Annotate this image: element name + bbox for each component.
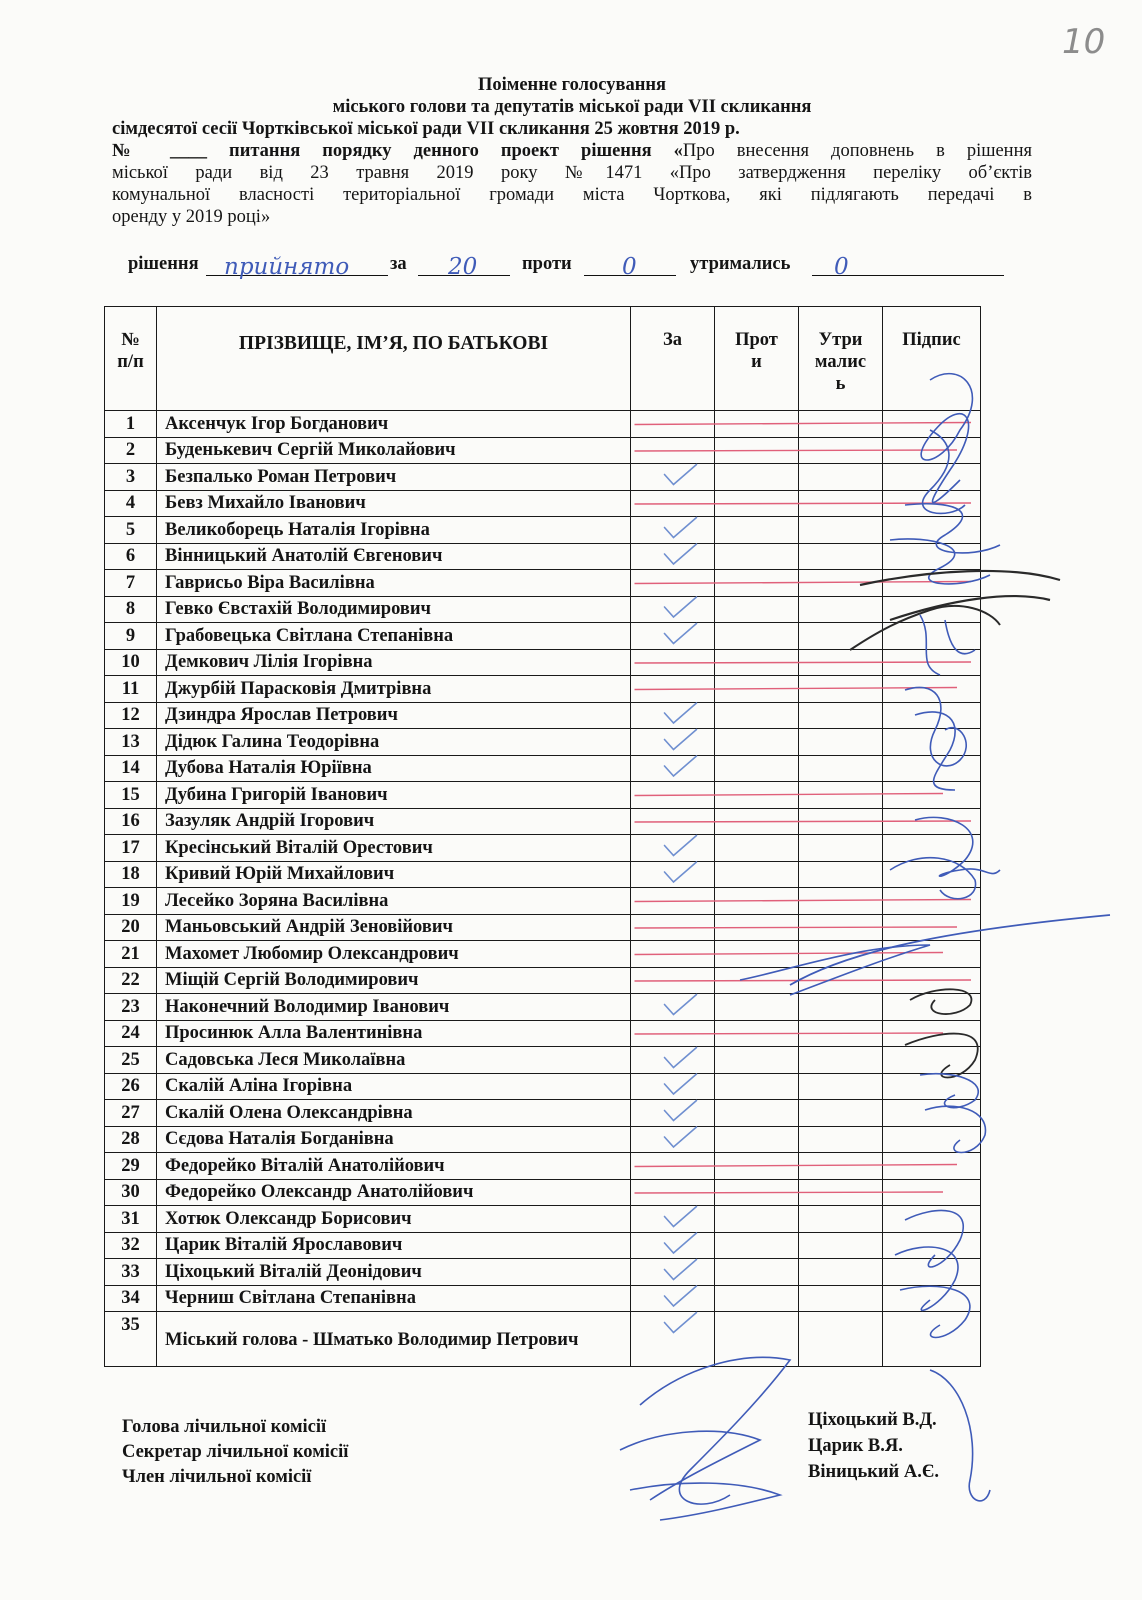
row-abstained-cell (799, 543, 883, 570)
row-signature-cell (883, 649, 981, 676)
row-number: 17 (105, 835, 157, 862)
row-abstained-cell (799, 411, 883, 438)
row-for-cell (631, 888, 715, 915)
row-abstained-cell (799, 702, 883, 729)
row-against-cell (715, 702, 799, 729)
row-against-cell (715, 729, 799, 756)
row-abstained-cell (799, 1206, 883, 1233)
row-against-cell (715, 888, 799, 915)
row-abstained-cell (799, 490, 883, 517)
row-signature-cell (883, 1206, 981, 1233)
abstained-value: 0 (834, 254, 849, 280)
row-signature-cell (883, 676, 981, 703)
row-for-cell (631, 411, 715, 438)
row-name: Джурбій Парасковія Дмитрівна (157, 676, 631, 703)
row-signature-cell (883, 1259, 981, 1286)
table-row (105, 1020, 981, 1047)
commission-name-member: Віницький А.Є. (808, 1462, 939, 1482)
row-against-cell (715, 1206, 799, 1233)
row-abstained-cell (799, 1153, 883, 1180)
row-name: Федорейко Олександр Анатолійович (157, 1179, 631, 1206)
row-number: 6 (105, 543, 157, 570)
row-abstained-cell (799, 967, 883, 994)
row-signature-cell (883, 967, 981, 994)
row-number: 34 (105, 1285, 157, 1312)
table-row (105, 835, 981, 862)
table-row (105, 1126, 981, 1153)
roll-call-table (104, 306, 981, 1367)
table-row (105, 755, 981, 782)
row-signature-cell (883, 888, 981, 915)
row-against-cell (715, 1285, 799, 1312)
row-against-cell (715, 782, 799, 809)
row-number: 7 (105, 570, 157, 597)
row-number: 22 (105, 967, 157, 994)
row-number: 25 (105, 1047, 157, 1074)
row-signature-cell (883, 1153, 981, 1180)
against-value: 0 (622, 254, 637, 280)
row-abstained-cell (799, 1179, 883, 1206)
row-signature-cell (883, 1126, 981, 1153)
row-abstained-cell (799, 808, 883, 835)
table-row (105, 994, 981, 1021)
row-signature-cell (883, 782, 981, 809)
row-for-cell (631, 1312, 715, 1367)
row-number: 26 (105, 1073, 157, 1100)
row-against-cell (715, 967, 799, 994)
row-against-cell (715, 1259, 799, 1286)
row-name: Безпалько Роман Петрович (157, 464, 631, 491)
commission-name-chair: Ціхоцький В.Д. (808, 1410, 937, 1430)
table-row (105, 861, 981, 888)
row-name: Кривий Юрій Михайлович (157, 861, 631, 888)
table-row (105, 1285, 981, 1312)
row-number: 30 (105, 1179, 157, 1206)
document-subtitle: міського голови та депутатів міської ради VII скликання (332, 97, 812, 117)
row-name: Федорейко Віталій Анатолійович (157, 1153, 631, 1180)
row-name: Міський голова - Шматько Володимир Петрович (157, 1312, 631, 1367)
row-for-cell (631, 649, 715, 676)
table-row (105, 702, 981, 729)
issue-line-1 (112, 140, 1032, 162)
row-against-cell (715, 1153, 799, 1180)
header-num: № п/п (105, 307, 157, 411)
row-for-cell (631, 861, 715, 888)
table-row (105, 1073, 981, 1100)
table-row (105, 676, 981, 703)
row-name: Садовська Леся Миколаївна (157, 1047, 631, 1074)
row-number: 3 (105, 464, 157, 491)
row-number: 19 (105, 888, 157, 915)
row-for-cell (631, 1259, 715, 1286)
header-name: ПРІЗВИЩЕ, ІМ’Я, ПО БАТЬКОВІ (157, 307, 631, 411)
commission-name-secretary: Царик В.Я. (808, 1436, 903, 1456)
table-row (105, 411, 981, 438)
row-abstained-cell (799, 782, 883, 809)
table-row (105, 729, 981, 756)
row-name: Гевко Євстахій Володимирович (157, 596, 631, 623)
table-header-row (105, 307, 981, 411)
row-abstained-cell (799, 941, 883, 968)
row-signature-cell (883, 1100, 981, 1127)
commission-role-chair: Голова лічильної комісії (122, 1417, 327, 1437)
issue-line-3: комунальної власності територіальної громади міста Чорткова, які підлягають передачі в (112, 185, 1032, 205)
row-signature-cell (883, 861, 981, 888)
row-signature-cell (883, 914, 981, 941)
row-number: 15 (105, 782, 157, 809)
row-for-cell (631, 1153, 715, 1180)
decision-summary (128, 250, 1028, 278)
commission-role-secretary: Секретар лічильної комісії (122, 1442, 349, 1462)
row-abstained-cell (799, 1073, 883, 1100)
row-name: Царик Віталій Ярославович (157, 1232, 631, 1259)
row-abstained-cell (799, 755, 883, 782)
row-against-cell (715, 649, 799, 676)
row-for-cell (631, 808, 715, 835)
row-for-cell (631, 941, 715, 968)
row-abstained-cell (799, 861, 883, 888)
row-signature-cell (883, 1047, 981, 1074)
row-abstained-cell (799, 464, 883, 491)
row-against-cell (715, 676, 799, 703)
row-name: Черниш Світлана Степанівна (157, 1285, 631, 1312)
row-against-cell (715, 490, 799, 517)
row-name: Ціхоцький Віталій Деонідович (157, 1259, 631, 1286)
row-for-cell (631, 676, 715, 703)
row-number: 23 (105, 994, 157, 1021)
row-against-cell (715, 1073, 799, 1100)
row-against-cell (715, 1232, 799, 1259)
row-against-cell (715, 1020, 799, 1047)
row-number: 28 (105, 1126, 157, 1153)
row-against-cell (715, 596, 799, 623)
row-for-cell (631, 914, 715, 941)
row-for-cell (631, 729, 715, 756)
row-for-cell (631, 490, 715, 517)
row-signature-cell (883, 1179, 981, 1206)
row-signature-cell (883, 941, 981, 968)
table-row (105, 1153, 981, 1180)
issue-text-1: Про внесення доповнень в рішення (682, 141, 1032, 161)
row-for-cell (631, 1047, 715, 1074)
for-label: за (390, 254, 407, 274)
commission-names (808, 1407, 939, 1485)
row-name: Вінницький Анатолій Євгенович (157, 543, 631, 570)
row-abstained-cell (799, 994, 883, 1021)
row-for-cell (631, 1285, 715, 1312)
header-for: За (631, 307, 715, 411)
row-against-cell (715, 517, 799, 544)
row-name: Маньовський Андрій Зеновійович (157, 914, 631, 941)
row-signature-cell (883, 1020, 981, 1047)
row-for-cell (631, 1126, 715, 1153)
row-signature-cell (883, 570, 981, 597)
page-number: 10 (1062, 22, 1106, 62)
table-row (105, 1232, 981, 1259)
row-signature-cell (883, 490, 981, 517)
row-signature-cell (883, 1232, 981, 1259)
session-line: сімдесятої сесії Чортківської міської ради VII скликання 25 жовтня 2019 р. (112, 119, 740, 139)
table-row (105, 808, 981, 835)
row-signature-cell (883, 623, 981, 650)
against-label: проти (522, 254, 572, 274)
table-row (105, 517, 981, 544)
row-for-cell (631, 1179, 715, 1206)
row-number: 21 (105, 941, 157, 968)
row-name: Хотюк Олександр Борисович (157, 1206, 631, 1233)
row-number: 9 (105, 623, 157, 650)
row-name: Зазуляк Андрій Ігорович (157, 808, 631, 835)
row-number: 29 (105, 1153, 157, 1180)
row-abstained-cell (799, 888, 883, 915)
table-row (105, 1047, 981, 1074)
row-abstained-cell (799, 649, 883, 676)
row-name: Скалій Олена Олександрівна (157, 1100, 631, 1127)
row-for-cell (631, 1232, 715, 1259)
table-row (105, 967, 981, 994)
issue-prefix: № ____ питання порядку денного проект рішення « (112, 141, 683, 161)
row-signature-cell (883, 808, 981, 835)
table-row (105, 570, 981, 597)
row-name: Грабовецька Світлана Степанівна (157, 623, 631, 650)
row-abstained-cell (799, 570, 883, 597)
row-against-cell (715, 1100, 799, 1127)
row-abstained-cell (799, 623, 883, 650)
row-for-cell (631, 1020, 715, 1047)
row-abstained-cell (799, 1312, 883, 1367)
row-against-cell (715, 464, 799, 491)
row-against-cell (715, 1126, 799, 1153)
row-against-cell (715, 543, 799, 570)
row-signature-cell (883, 437, 981, 464)
commission-roles (122, 1415, 348, 1490)
row-against-cell (715, 994, 799, 1021)
issue-line-4: оренду у 2019 році» (112, 207, 271, 227)
row-abstained-cell (799, 676, 883, 703)
row-number: 24 (105, 1020, 157, 1047)
table-row (105, 1179, 981, 1206)
row-number: 35 (105, 1312, 157, 1367)
row-number: 4 (105, 490, 157, 517)
row-for-cell (631, 755, 715, 782)
abstained-label: утримались (690, 254, 791, 274)
row-name: Кресінський Віталій Орестович (157, 835, 631, 862)
row-signature-cell (883, 755, 981, 782)
row-abstained-cell (799, 835, 883, 862)
decision-label: рішення (128, 254, 199, 274)
row-name: Лесейко Зоряна Василівна (157, 888, 631, 915)
row-number: 33 (105, 1259, 157, 1286)
row-for-cell (631, 543, 715, 570)
row-name: Наконечний Володимир Іванович (157, 994, 631, 1021)
row-signature-cell (883, 1285, 981, 1312)
table-row (105, 1312, 981, 1367)
row-for-cell (631, 517, 715, 544)
row-number: 32 (105, 1232, 157, 1259)
row-for-cell (631, 596, 715, 623)
row-signature-cell (883, 994, 981, 1021)
row-against-cell (715, 914, 799, 941)
row-abstained-cell (799, 729, 883, 756)
row-abstained-cell (799, 914, 883, 941)
row-signature-cell (883, 464, 981, 491)
row-number: 31 (105, 1206, 157, 1233)
row-abstained-cell (799, 1126, 883, 1153)
table-row (105, 596, 981, 623)
row-signature-cell (883, 702, 981, 729)
row-abstained-cell (799, 437, 883, 464)
row-name: Буденькевич Сергій Миколайович (157, 437, 631, 464)
row-number: 2 (105, 437, 157, 464)
row-signature-cell (883, 1073, 981, 1100)
header-abstained: Утри малис ь (799, 307, 883, 411)
table-row (105, 543, 981, 570)
row-name: Дідюк Галина Теодорівна (157, 729, 631, 756)
row-against-cell (715, 941, 799, 968)
table-row (105, 464, 981, 491)
row-name: Дубина Григорій Іванович (157, 782, 631, 809)
row-number: 10 (105, 649, 157, 676)
row-against-cell (715, 861, 799, 888)
table-row (105, 782, 981, 809)
row-against-cell (715, 808, 799, 835)
row-for-cell (631, 835, 715, 862)
row-signature-cell (883, 835, 981, 862)
row-abstained-cell (799, 1047, 883, 1074)
row-abstained-cell (799, 1232, 883, 1259)
row-number: 5 (105, 517, 157, 544)
row-for-cell (631, 702, 715, 729)
row-number: 1 (105, 411, 157, 438)
row-against-cell (715, 1312, 799, 1367)
row-number: 12 (105, 702, 157, 729)
row-for-cell (631, 967, 715, 994)
table-row (105, 1206, 981, 1233)
row-for-cell (631, 437, 715, 464)
table-row (105, 490, 981, 517)
row-for-cell (631, 994, 715, 1021)
row-abstained-cell (799, 1100, 883, 1127)
header-signature: Підпис (883, 307, 981, 411)
row-name: Дубова Наталія Юріївна (157, 755, 631, 782)
row-for-cell (631, 570, 715, 597)
row-name: Великоборець Наталія Ігорівна (157, 517, 631, 544)
row-number: 18 (105, 861, 157, 888)
issue-line-2: міської ради від 23 травня 2019 року №1471 «Про затвердження переліку об’єктів (112, 163, 1032, 183)
row-number: 20 (105, 914, 157, 941)
row-name: Бевз Михайло Іванович (157, 490, 631, 517)
row-for-cell (631, 464, 715, 491)
row-number: 11 (105, 676, 157, 703)
table-row (105, 914, 981, 941)
row-signature-cell (883, 729, 981, 756)
row-abstained-cell (799, 596, 883, 623)
table-row (105, 1259, 981, 1286)
row-name: Сєдова Наталія Богданівна (157, 1126, 631, 1153)
row-name: Демкович Лілія Ігорівна (157, 649, 631, 676)
row-against-cell (715, 411, 799, 438)
row-for-cell (631, 782, 715, 809)
row-signature-cell (883, 596, 981, 623)
table-row (105, 649, 981, 676)
row-number: 13 (105, 729, 157, 756)
row-against-cell (715, 437, 799, 464)
row-name: Просинюк Алла Валентинівна (157, 1020, 631, 1047)
table-body (105, 411, 981, 1367)
row-against-cell (715, 1179, 799, 1206)
row-against-cell (715, 570, 799, 597)
row-against-cell (715, 835, 799, 862)
row-number: 8 (105, 596, 157, 623)
commission-role-member: Член лічильної комісії (122, 1467, 312, 1487)
row-signature-cell (883, 517, 981, 544)
row-against-cell (715, 623, 799, 650)
table-row (105, 1100, 981, 1127)
row-name: Гаврисьо Віра Василівна (157, 570, 631, 597)
row-number: 14 (105, 755, 157, 782)
row-name: Дзиндра Ярослав Петрович (157, 702, 631, 729)
table-row (105, 623, 981, 650)
row-name: Аксенчук Ігор Богданович (157, 411, 631, 438)
row-name: Міщій Сергій Володимирович (157, 967, 631, 994)
table-row (105, 941, 981, 968)
document-header (112, 74, 1032, 228)
row-signature-cell (883, 411, 981, 438)
table-row (105, 888, 981, 915)
for-value: 20 (448, 254, 478, 280)
row-signature-cell (883, 543, 981, 570)
row-abstained-cell (799, 1285, 883, 1312)
row-against-cell (715, 1047, 799, 1074)
header-against: Прот и (715, 307, 799, 411)
row-signature-cell (883, 1312, 981, 1367)
table-row (105, 437, 981, 464)
document-title: Поіменне голосування (477, 75, 667, 95)
row-number: 16 (105, 808, 157, 835)
row-name: Махомет Любомир Олександрович (157, 941, 631, 968)
row-abstained-cell (799, 517, 883, 544)
row-abstained-cell (799, 1020, 883, 1047)
row-against-cell (715, 755, 799, 782)
row-for-cell (631, 1100, 715, 1127)
decision-value: прийнято (224, 254, 350, 280)
row-abstained-cell (799, 1259, 883, 1286)
row-name: Скалій Аліна Ігорівна (157, 1073, 631, 1100)
row-for-cell (631, 623, 715, 650)
row-number: 27 (105, 1100, 157, 1127)
row-for-cell (631, 1206, 715, 1233)
row-for-cell (631, 1073, 715, 1100)
